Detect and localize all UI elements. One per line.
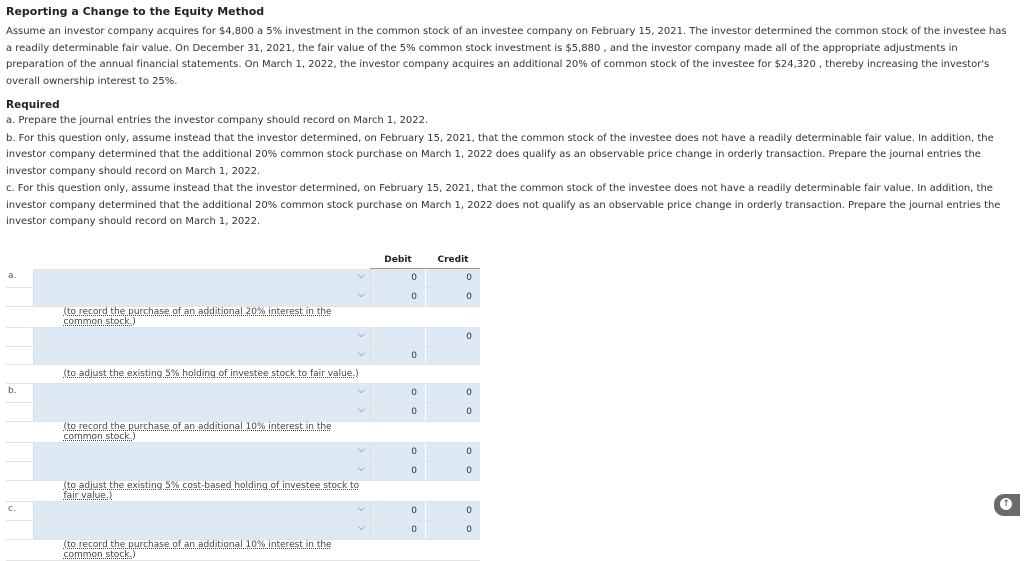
memo-text: (to adjust the existing 5% cost-based holding of investee stock to fair value.) [34,480,371,501]
table-row [6,501,480,520]
account-select[interactable] [34,269,371,287]
requirement-b: b. For this question only, assume instead that the investor determined, on February 15, 2021, that the common stock of the investee does not have a readily determinable fair value. In addition, the investor company determined that the additional 20% common stock purchase on March 1, 2022 does qualify as an observable price change in orderly transaction. Prepare the journal entries the investor company should record on March 1, 2022. [6,132,994,177]
memo-row [6,480,480,501]
credit-cell[interactable] [426,346,481,365]
memo-text: (to record the purchase of an additional 10% interest in the common stock.) [34,422,371,443]
credit-cell[interactable]: 0 [426,287,481,306]
section-label-a: a. [6,269,34,287]
debit-cell[interactable]: 0 [371,403,426,422]
account-select[interactable] [34,403,371,422]
memo-text: (to record the purchase of an additional 20% interest in the common stock.) [34,306,371,327]
chevron-down-icon: ⌵ [358,405,365,416]
debit-header: Debit [371,251,426,269]
account-select[interactable] [34,443,371,462]
debit-cell[interactable]: 0 [371,287,426,306]
memo-text: (to adjust the existing 5% holding of investee stock to fair value.) [34,365,371,384]
section-label-b: b. [6,384,34,403]
credit-cell[interactable]: 0 [426,403,481,422]
account-select[interactable] [34,462,371,481]
memo-row [6,365,480,384]
problem-title: Reporting a Change to the Equity Method [6,5,265,18]
section-label-c: c. [6,501,34,520]
chevron-down-icon: ⌵ [358,386,365,397]
table-row [6,443,480,462]
table-row [6,462,480,481]
account-select[interactable] [34,346,371,365]
problem-intro: Assume an investor company acquires for $4,800 a 5% investment in the common stock of an investee company on February 15, 2021. The investor determined the common stock of the investee has a readily determinable fair value. On December 31, 2021, the fair value of the 5% common stock investment is $5,880 , and the investor company made all of the appropriate adjustments in preparation of the annual financial statements. On March 1, 2022, the investor company acquires an additional 20% of common stock of the investee for $24,320 , thereby increasing the investor's overall ownership interest to 25%. [6,26,1007,87]
credit-cell[interactable]: 0 [426,327,481,346]
account-select[interactable] [34,501,371,520]
problem-content [6,4,1014,231]
table-header-row [6,251,480,269]
memo-row [6,539,480,560]
account-select[interactable] [34,287,371,306]
memo-row [6,306,480,327]
chevron-down-icon: ⌵ [358,329,365,340]
debit-cell[interactable]: 0 [371,462,426,481]
chevron-down-icon: ⌵ [358,445,365,456]
table-row [6,520,480,539]
memo-row [6,422,480,443]
required-heading: Required [6,99,60,111]
chevron-down-icon: ⌵ [358,522,365,533]
table-row [6,346,480,365]
debit-cell[interactable]: 0 [371,269,426,287]
table-row [6,287,480,306]
debit-cell[interactable] [371,327,426,346]
credit-cell[interactable]: 0 [426,384,481,403]
chevron-down-icon: ⌵ [358,289,365,300]
table-row [6,403,480,422]
journal-entry-table [6,251,480,561]
table-row [6,327,480,346]
chevron-down-icon: ⌵ [358,503,365,514]
debit-cell[interactable]: 0 [371,501,426,520]
memo-text: (to record the purchase of an additional 10% interest in the common stock.) [34,539,371,560]
debit-cell[interactable]: 0 [371,384,426,403]
account-select[interactable] [34,327,371,346]
chevron-down-icon: ⌵ [358,464,365,475]
debit-cell[interactable]: 0 [371,520,426,539]
account-select[interactable] [34,384,371,403]
table-row [6,384,480,403]
credit-cell[interactable]: 0 [426,443,481,462]
credit-cell[interactable]: 0 [426,462,481,481]
requirement-c: c. For this question only, assume instead that the investor determined, on February 15, 2021, that the common stock of the investee does not have a readily determinable fair value. In addition, the investor company determined that the additional 20% common stock purchase on March 1, 2022 does not qualify as an observable price change in orderly transaction. Prepare the journal entries the investor company should record on March 1, 2022. [6,183,1001,227]
credit-cell[interactable]: 0 [426,269,481,287]
arrow-up-circle-icon: ↑ [1000,498,1012,510]
debit-cell[interactable]: 0 [371,346,426,365]
credit-cell[interactable]: 0 [426,501,481,520]
account-select[interactable] [34,520,371,539]
table-row [6,269,480,287]
debit-cell[interactable]: 0 [371,443,426,462]
chevron-down-icon: ⌵ [358,270,365,281]
credit-cell[interactable]: 0 [426,520,481,539]
chevron-down-icon: ⌵ [358,348,365,359]
credit-header: Credit [426,251,481,269]
requirement-a: a. Prepare the journal entries the investor company should record on March 1, 2022. [6,115,429,126]
